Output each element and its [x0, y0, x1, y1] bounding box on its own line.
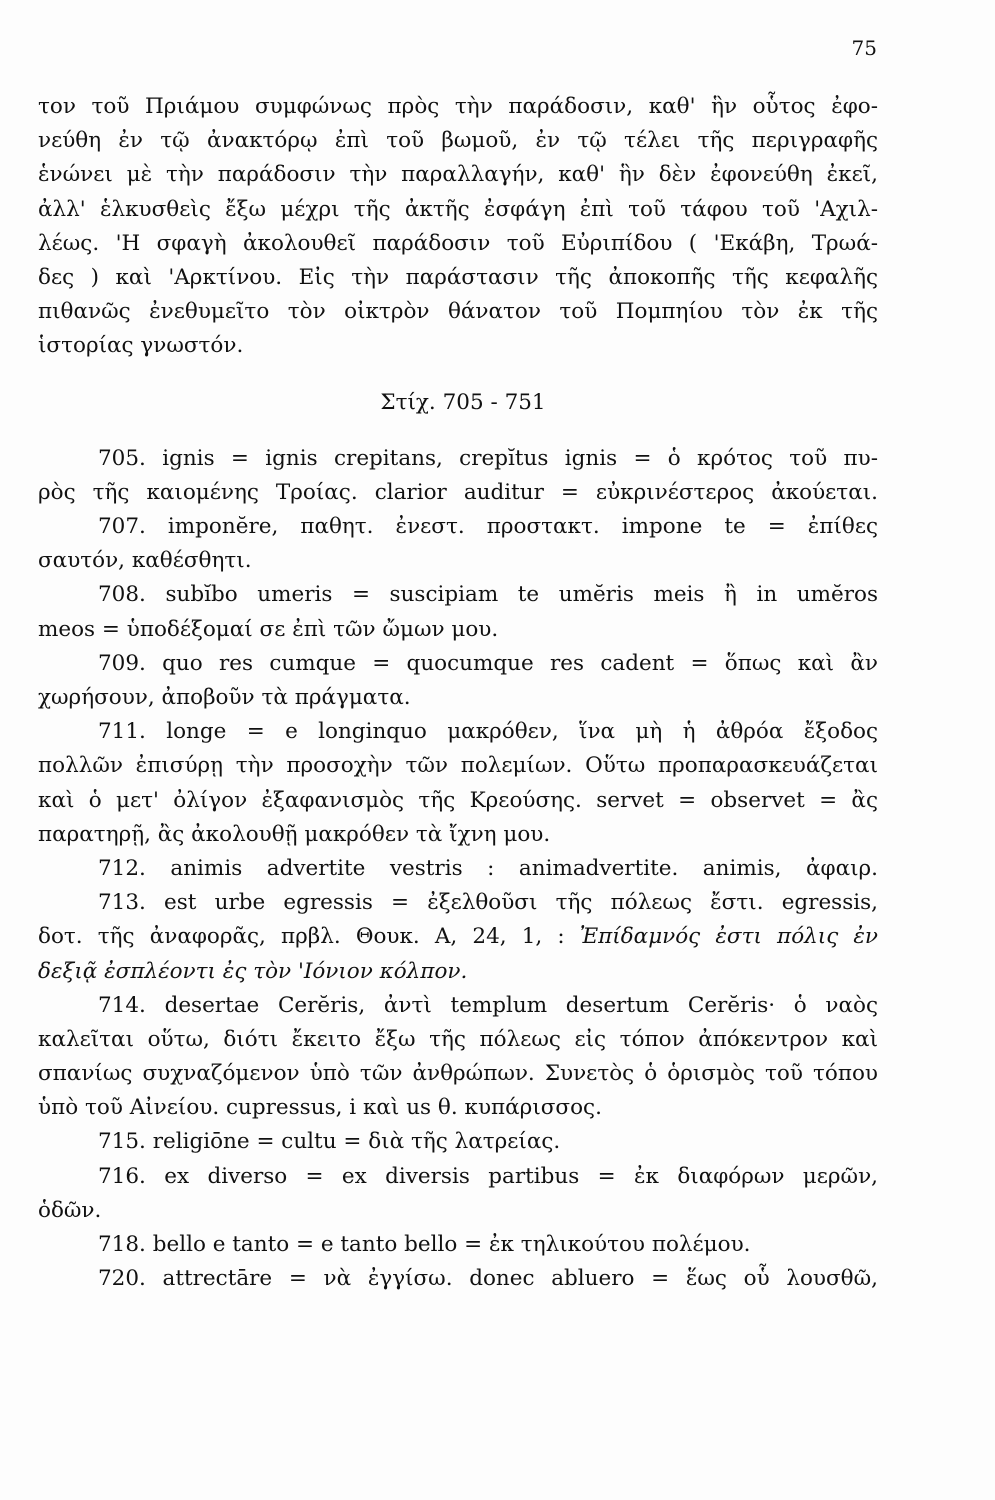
note-line: 718. bello e tanto = e tanto bello = ἐκ τηλικούτου πολέμου.: [98, 1232, 751, 1257]
intro-line: τον τοῦ Πριάμου συμφώνως πρὸς τὴν παράδοσιν, καθ' ἣν οὗτος ἐφο-: [38, 94, 878, 119]
text-block: [38, 90, 878, 1296]
note-line: 715. religiōne = cultu = διὰ τῆς λατρείας.: [98, 1129, 561, 1155]
note-line: 712. animis advertite vestris : animadvertite. animis, ἀφαιρ.: [98, 855, 878, 881]
note-line: 705. ignis = ignis crepitans, crepĭtus ignis = ὁ κρότος τοῦ πυ-: [98, 445, 878, 471]
intro-line: νεύθη ἐν τῷ ἀνακτόρῳ ἐπὶ τοῦ βωμοῦ, ἐν τῷ τέλει τῆς περιγραφῆς: [38, 128, 878, 154]
italic-quote: Ἐπίδαμνός ἐστι πόλις ἐν: [579, 924, 878, 950]
note-line: 716. ex diverso = ex diversis partibus = ἐκ διαφόρων μερῶν,: [98, 1163, 878, 1189]
note-line: καὶ ὁ μετ' ὀλίγον ἐξαφανισμὸς τῆς Κρεούσης. servet = observet = ἂς: [38, 787, 878, 813]
note-line: meos = ὑποδέξομαί σε ἐπὶ τῶν ὤμων μου.: [38, 616, 499, 642]
note-line: σπανίως συχναζόμενον ὑπὸ τῶν ἀνθρώπων. Συνετὸς ὁ ὁρισμὸς τοῦ τόπου: [38, 1061, 878, 1087]
note-line-part: δοτ. τῆς ἀναφορᾶς, πρβλ. Θουκ. Α, 24, 1, :: [38, 924, 565, 950]
note-line: ὁδῶν.: [38, 1197, 102, 1223]
italic-quote: δεξιᾷ ἐσπλέοντι ἐς τὸν 'Ιόνιον κόλπον.: [38, 958, 468, 984]
note-line-mixed: [38, 920, 878, 954]
spacer: [38, 364, 878, 386]
intro-line: δες ) καὶ 'Αρκτίνου. Εἰς τὴν παράστασιν τῆς ἀποκοπῆς τῆς κεφαλῆς: [38, 264, 878, 290]
note-line: 707. imponĕre, παθητ. ἐνεστ. προστακτ. impone te = ἐπίθες: [98, 514, 878, 540]
note-line: 713. est urbe egressis = ἐξελθοῦσι τῆς πόλεως ἔστι. egressis,: [98, 890, 878, 916]
section-heading: Στίχ. 705 - 751: [380, 389, 546, 415]
note-line: 709. quo res cumque = quocumque res cadent = ὅπως καὶ ἂν: [98, 650, 878, 676]
note-line: 708. subĭbo umeris = suscipiam te umĕris meis ἢ in umĕros: [98, 582, 878, 608]
note-line: καλεῖται οὕτω, διότι ἔκειτο ἔξω τῆς πόλεως εἰς τόπον ἀπόκεντρον καὶ: [38, 1026, 878, 1052]
note-line: ρὸς τῆς καιομένης Τροίας. clarior auditur = εὐκρινέστερος ἀκούεται.: [38, 479, 878, 505]
note-line: ὑπὸ τοῦ Αἰνείου. cupressus, i καὶ us θ. κυπάρισσος.: [38, 1095, 602, 1121]
note-line: 711. longe = e longinquo μακρόθεν, ἵνα μὴ ἡ ἀθρόα ἔξοδος: [98, 719, 878, 745]
note-line: πολλῶν ἐπισύρῃ τὴν προσοχὴν τῶν πολεμίων. Οὕτω προπαρασκευάζεται: [38, 753, 878, 779]
spacer: [38, 420, 878, 442]
note-line: 714. desertae Cerĕris, ἀντὶ templum desertum Cerĕris· ὁ ναὸς: [98, 992, 878, 1018]
note-line: χωρήσουν, ἀποβοῦν τὰ πράγματα.: [38, 685, 411, 710]
note-line: σαυτόν, καθέσθητι.: [38, 548, 252, 574]
note-line: παρατηρῇ, ἂς ἀκολουθῇ μακρόθεν τὰ ἴχνη μου.: [38, 821, 551, 847]
intro-line: λέως. 'Η σφαγὴ ἀκολουθεῖ παράδοσιν τοῦ Εὐριπίδου ( 'Εκάβη, Τρωά-: [38, 230, 878, 256]
intro-line: πιθανῶς ἐνεθυμεῖτο τὸν οἰκτρὸν θάνατον τοῦ Πομπηίου τὸν ἐκ τῆς: [38, 299, 878, 325]
intro-line: ἑνώνει μὲ τὴν παράδοσιν τὴν παραλλαγήν, καθ' ἣν δὲν ἐφονεύθη ἐκεῖ,: [38, 162, 878, 188]
note-line: 720. attrectāre = νὰ ἐγγίσω. donec abluero = ἕως οὗ λουσθῶ,: [98, 1266, 878, 1292]
intro-line: ἀλλ' ἑλκυσθεὶς ἔξω μέχρι τῆς ἀκτῆς ἐσφάγη ἐπὶ τοῦ τάφου τοῦ 'Αχιλ-: [38, 196, 878, 222]
page-number: 75: [851, 36, 877, 60]
intro-line: ἱστορίας γνωστόν.: [38, 333, 244, 359]
note-line-italic: [38, 955, 878, 989]
